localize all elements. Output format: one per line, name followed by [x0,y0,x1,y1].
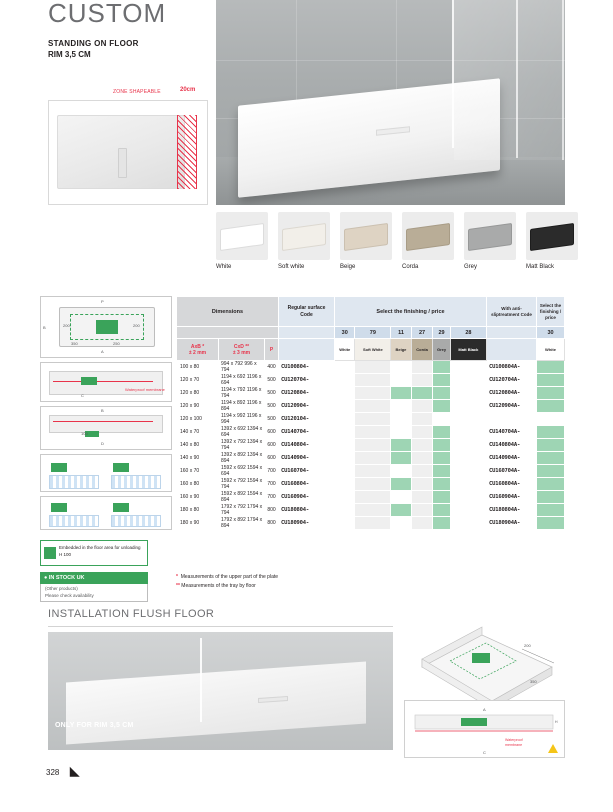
cell-dimensions-cd: 1194 x 992 1196 x 994 [219,413,265,426]
cell-finish-corda[interactable] [411,504,433,517]
hero-photo [216,0,565,205]
cell-finish-white[interactable] [335,400,355,413]
cell-dimensions-p: 500 [265,413,279,426]
table-head [177,297,565,361]
tray-sketch-shape [57,115,185,189]
cell-finish-grey[interactable] [433,465,450,478]
hero-glass-edge [516,0,518,158]
swatch-corda [402,212,454,270]
table-row [177,413,565,426]
swatch-chip [216,212,268,260]
cell-antislip-code: CU120904A- [487,400,537,413]
cell-finish-beige[interactable] [391,400,411,413]
cell-dimensions-ab: 120 x 100 [177,413,219,426]
cell-dimensions-cd: 1792 x 892 1794 x 894 [219,517,265,530]
svg-text:350: 350 [530,679,537,684]
cell-dimensions-ab: 140 x 90 [177,452,219,465]
finish-name-white: White [335,339,355,361]
cell-finish-beige[interactable] [391,413,411,426]
installation-caption: ONLY FOR RIM 3,5 CM [55,722,134,729]
cell-finish-beige[interactable] [391,387,411,400]
swatch-chip [340,212,392,260]
cell-dimensions-p: 600 [265,426,279,439]
cell-dimensions-ab: 180 x 90 [177,517,219,530]
swatch-label: Beige [340,264,356,270]
cell-finish-soft-white[interactable] [355,452,391,465]
cell-finish-corda[interactable] [411,491,433,504]
cell-dimensions-p: 500 [265,387,279,400]
cell-dimensions-ab: 160 x 70 [177,465,219,478]
cell-finish-soft-white[interactable] [355,400,391,413]
divider [48,626,393,627]
cell-dimensions-p: 500 [265,400,279,413]
cell-finish-grey[interactable] [433,387,450,400]
cell-finish-soft-white[interactable] [355,517,391,530]
cell-dimensions-ab: 120 x 90 [177,400,219,413]
cell-antislip-white[interactable] [537,517,565,530]
cell-antislip-code: CU160904A- [487,491,537,504]
table-row [177,361,565,374]
isometric-drawing [404,605,565,715]
cell-regular-code: CU120904- [279,400,335,413]
cell-dimensions-p: 800 [265,504,279,517]
swatch-chip [402,212,454,260]
drawing-section-b: B 100 D [40,406,172,450]
cell-dimensions-ab: 160 x 90 [177,491,219,504]
cell-dimensions-ab: 120 x 80 [177,387,219,400]
finish-name-beige: Beige [391,339,411,361]
cell-finish-matt-black[interactable] [450,504,486,517]
th-antislip-code: With anti-sliptreatment Code [487,297,537,327]
cell-finish-matt-black[interactable] [450,387,486,400]
cell-dimensions-ab: 160 x 80 [177,478,219,491]
cell-antislip-white[interactable] [537,452,565,465]
hero-glass-pane [454,0,564,160]
drain-block-icon [113,463,129,472]
table-finish-name-row [177,339,565,361]
cell-antislip-white[interactable] [537,413,565,426]
installation-glass-edge [200,638,202,722]
cell-dimensions-ab: 100 x 80 [177,361,219,374]
th-antislip-select: Select the finishing / price [537,297,565,327]
cell-finish-soft-white[interactable] [355,413,391,426]
svg-text:Waterproof: Waterproof [505,738,523,742]
cell-finish-grey[interactable] [433,400,450,413]
cell-antislip-white[interactable] [537,504,565,517]
in-stock-label: IN STOCK UK [48,575,85,581]
drain-icon [118,148,127,178]
cell-antislip-white[interactable] [537,426,565,439]
cell-finish-soft-white[interactable] [355,374,391,387]
cell-finish-matt-black[interactable] [450,426,486,439]
cell-finish-white[interactable] [335,361,355,374]
table-price-row [177,327,565,339]
measure-note-1: Measurements of the upper part of the plate [180,574,279,580]
cell-dimensions-p: 600 [265,439,279,452]
cell-antislip-white[interactable] [537,374,565,387]
cell-regular-code: CU140904- [279,452,335,465]
cell-finish-soft-white[interactable] [355,478,391,491]
isometric-section-svg [405,701,564,757]
cell-finish-soft-white[interactable] [355,361,391,374]
th-ab: AxB * ± 2 mm [177,339,219,361]
cell-dimensions-p: 700 [265,478,279,491]
table-body [177,361,565,530]
table-row [177,426,565,439]
cell-finish-matt-black[interactable] [450,517,486,530]
swatch-beige [340,212,392,270]
cell-antislip-white[interactable] [537,491,565,504]
section-body [49,415,163,433]
cell-dimensions-cd: 1194 x 792 1196 x 794 [219,387,265,400]
installation-photo [48,632,393,750]
table-row [177,439,565,452]
svg-text:membrane: membrane [505,743,523,747]
cell-antislip-code: CU160804A- [487,478,537,491]
drawing-plan-view: P B A 200 200 350 250 [40,296,172,358]
cell-finish-grey[interactable] [433,374,450,387]
svg-text:C: C [483,750,486,755]
brand-logo: ◣ [70,764,80,778]
price-corda: 27 [411,327,433,339]
table-row [177,504,565,517]
finish-name-grey: Grey [433,339,450,361]
cell-dimensions-p: 400 [265,361,279,374]
cell-dimensions-cd: 1392 x 692 1394 x 694 [219,426,265,439]
product-table [176,296,565,530]
page-title: CUSTOM [48,0,167,28]
cell-finish-soft-white[interactable] [355,387,391,400]
finish-name-antislip-white: White [537,339,565,361]
cell-finish-matt-black[interactable] [450,413,486,426]
cell-antislip-code: CU120704A- [487,374,537,387]
zone-shapeable-dimension: 20cm [180,87,196,93]
shapeable-zone-hatch [177,115,197,189]
isometric-svg [404,605,565,715]
th-dimensions: Dimensions [177,297,279,327]
cell-antislip-code: CU100804A- [487,361,537,374]
table-row [177,465,565,478]
cell-dimensions-p: 700 [265,465,279,478]
cell-finish-white[interactable] [335,465,355,478]
table-row [177,374,565,387]
cell-dimensions-p: 700 [265,491,279,504]
cell-regular-code: CU120104- [279,413,335,426]
price-beige: 11 [391,327,411,339]
finish-name-soft-white: Soft White [355,339,391,361]
swatch-label: Soft white [278,264,305,270]
cell-dimensions-cd: 1194 x 692 1196 x 694 [219,374,265,387]
cell-dimensions-cd: 1792 x 792 1794 x 794 [219,504,265,517]
page-subtitle-line2: RIM 3,5 CM [48,50,91,59]
cell-antislip-code: CU120804A- [487,387,537,400]
drain-block-icon [113,503,129,512]
hatched-area [111,475,161,489]
cell-dimensions-cd: 1194 x 892 1196 x 894 [219,400,265,413]
cell-finish-white[interactable] [335,452,355,465]
table-row [177,452,565,465]
cell-antislip-code: CU160704A- [487,465,537,478]
cell-finish-grey[interactable] [433,426,450,439]
page-subtitle-line1: STANDING ON FLOOR [48,39,139,48]
cell-regular-code: CU120704- [279,374,335,387]
cell-antislip-code: CU140804A- [487,439,537,452]
cell-finish-beige[interactable] [391,517,411,530]
waterproof-membrane-line [53,381,153,382]
swatch-label: White [216,264,232,270]
swatch-label: Matt Black [526,264,555,270]
green-square-icon [44,547,56,559]
cell-finish-corda[interactable] [411,361,433,374]
cell-antislip-white[interactable] [537,478,565,491]
svg-text:A: A [483,707,486,712]
drain-block-icon [81,377,97,385]
cell-regular-code: CU160904- [279,491,335,504]
cell-finish-matt-black[interactable] [450,439,486,452]
measure-note-2: Measurements of the tray by floor [181,583,256,589]
legend-embedded-text: Embedded in the floor area for unloading H 100 [59,545,141,557]
drawing-section-a: Waterproof membrane C [40,362,172,402]
table-row [177,491,565,504]
cell-finish-corda[interactable] [411,465,433,478]
cell-finish-grey[interactable] [433,478,450,491]
cell-antislip-code [487,413,537,426]
drain-block-icon [51,463,67,472]
finish-name-corda: Corda [411,339,433,361]
cell-antislip-code: CU140704A- [487,426,537,439]
swatch-chip [464,212,516,260]
stock-note-line1: (Other products) [45,586,78,591]
cell-finish-corda[interactable] [411,400,433,413]
cell-finish-soft-white[interactable] [355,504,391,517]
cell-finish-matt-black[interactable] [450,478,486,491]
table-row [177,387,565,400]
cell-finish-corda[interactable] [411,439,433,452]
legend-embedded [40,540,148,566]
cell-finish-beige[interactable] [391,491,411,504]
cell-dimensions-cd: 1392 x 892 1394 x 894 [219,452,265,465]
table-row [177,400,565,413]
cell-finish-corda[interactable] [411,452,433,465]
drawing-detail-1 [40,454,172,492]
page-number: 328 [46,768,60,777]
cell-finish-grey[interactable] [433,413,450,426]
cell-regular-code: CU140704- [279,426,335,439]
price-antislip-white: 30 [537,327,565,339]
cell-finish-white[interactable] [335,413,355,426]
cell-dimensions-cd: 1592 x 692 1594 x 694 [219,465,265,478]
cell-antislip-white[interactable] [537,465,565,478]
price-matt-black: 28 [450,327,486,339]
product-table-element [176,296,565,530]
cell-antislip-white[interactable] [537,439,565,452]
cell-finish-matt-black[interactable] [450,374,486,387]
cell-finish-matt-black[interactable] [450,465,486,478]
cell-dimensions-cd: 1592 x 892 1594 x 894 [219,491,265,504]
cell-antislip-white[interactable] [537,361,565,374]
cell-finish-corda[interactable] [411,374,433,387]
cell-finish-beige[interactable] [391,439,411,452]
th-regular-code: Regular surface Code [279,297,335,327]
cell-finish-corda[interactable] [411,478,433,491]
cell-finish-beige[interactable] [391,361,411,374]
cell-finish-matt-black[interactable] [450,452,486,465]
swatch-chip [278,212,330,260]
cell-finish-beige[interactable] [391,465,411,478]
in-stock-badge: ● IN STOCK UK [40,572,148,584]
technical-drawings [40,296,172,566]
cell-finish-soft-white[interactable] [355,465,391,478]
swatch-label: Corda [402,264,419,270]
cell-finish-beige[interactable] [391,374,411,387]
cell-regular-code: CU140804- [279,439,335,452]
cell-dimensions-cd: 1392 x 792 1394 x 794 [219,439,265,452]
svg-text:200: 200 [524,643,531,648]
cell-antislip-white[interactable] [537,400,565,413]
cell-finish-beige[interactable] [391,452,411,465]
cell-dimensions-cd: 1592 x 792 1594 x 794 [219,478,265,491]
hatched-area [49,515,99,527]
cell-finish-corda[interactable] [411,426,433,439]
cell-antislip-code: CU140904A- [487,452,537,465]
price-grey: 29 [433,327,450,339]
cell-dimensions-p: 800 [265,517,279,530]
cell-finish-grey[interactable] [433,452,450,465]
swatch-grey [464,212,516,270]
tray-sketch-box [48,100,208,205]
cell-regular-code: CU180804- [279,504,335,517]
cell-finish-matt-black[interactable] [450,361,486,374]
cell-finish-white[interactable] [335,517,355,530]
svg-text:H: H [555,720,558,724]
isometric-section [404,700,565,758]
hero-glass-edge [452,0,454,148]
cell-antislip-code: CU180904A- [487,517,537,530]
price-soft-white: 79 [355,327,391,339]
cell-finish-beige[interactable] [391,504,411,517]
cell-finish-white[interactable] [335,374,355,387]
finish-swatches [216,212,565,290]
zone-shapeable-label: ZONE SHAPEABLE [113,89,161,95]
cell-finish-grey[interactable] [433,517,450,530]
cell-regular-code: CU120804- [279,387,335,400]
stock-note [40,584,148,602]
cell-finish-matt-black[interactable] [450,491,486,504]
cell-finish-corda[interactable] [411,413,433,426]
cell-finish-white[interactable] [335,426,355,439]
finish-name-matt-black: Matt Black [450,339,486,361]
cell-dimensions-cd: 994 x 792 996 x 794 [219,361,265,374]
table-row [177,478,565,491]
cell-regular-code: CU160704- [279,465,335,478]
drain-block-icon [51,503,67,512]
cell-dimensions-p: 600 [265,452,279,465]
stock-note-line2: Please check availability [45,592,94,598]
hatched-area [111,515,161,527]
cell-finish-soft-white[interactable] [355,426,391,439]
cell-finish-white[interactable] [335,478,355,491]
table-group-header-row [177,297,565,327]
swatch-label: Grey [464,264,478,270]
cell-finish-corda[interactable] [411,387,433,400]
cell-finish-beige[interactable] [391,426,411,439]
cell-finish-grey[interactable] [433,504,450,517]
cell-dimensions-ab: 180 x 80 [177,504,219,517]
cell-finish-grey[interactable] [433,361,450,374]
drain-block-icon [96,320,118,334]
cell-regular-code: CU100804- [279,361,335,374]
waterproof-membrane-line [53,421,153,422]
th-finishing-price: Select the finishing / price [335,297,487,327]
cell-dimensions-ab: 140 x 80 [177,439,219,452]
measurement-notes: * Measurements of the upper part of the plate ** Measurements of the tray by floor [176,574,279,589]
cell-finish-grey[interactable] [433,439,450,452]
swatch-matt-black [526,212,578,270]
cell-finish-white[interactable] [335,491,355,504]
cell-finish-soft-white[interactable] [355,439,391,452]
cell-finish-matt-black[interactable] [450,400,486,413]
cell-finish-white[interactable] [335,439,355,452]
cell-dimensions-p: 500 [265,374,279,387]
cell-finish-beige[interactable] [391,478,411,491]
hatched-area [49,475,99,489]
cell-antislip-code: CU180804A- [487,504,537,517]
th-p: P [265,339,279,361]
cell-regular-code: CU180904- [279,517,335,530]
swatch-soft-white [278,212,330,270]
cell-finish-corda[interactable] [411,517,433,530]
cell-finish-white[interactable] [335,504,355,517]
cell-finish-grey[interactable] [433,491,450,504]
th-cd: CxD ** ± 3 mm [219,339,265,361]
cell-finish-soft-white[interactable] [355,491,391,504]
cell-dimensions-ab: 140 x 70 [177,426,219,439]
warning-icon [548,744,558,753]
swatch-white [216,212,268,270]
cell-finish-white[interactable] [335,387,355,400]
drawing-detail-2 [40,496,172,530]
table-row [177,517,565,530]
price-white: 30 [335,327,355,339]
installation-title: INSTALLATION FLUSH FLOOR [48,608,215,620]
cell-dimensions-ab: 120 x 70 [177,374,219,387]
cell-antislip-white[interactable] [537,387,565,400]
swatch-chip [526,212,578,260]
cell-regular-code: CU160804- [279,478,335,491]
